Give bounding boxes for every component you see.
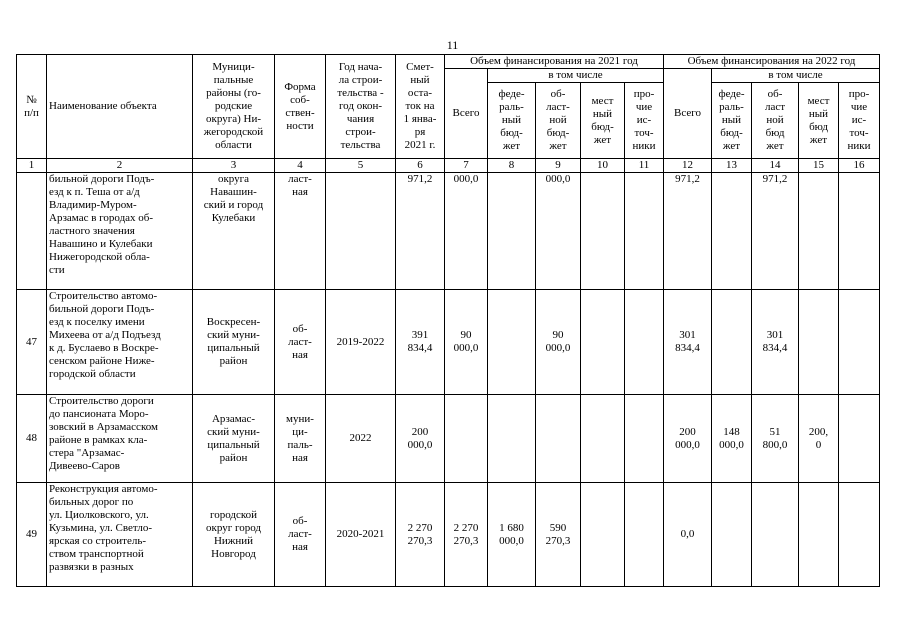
header-balance: Смет- ный оста- ток на 1 янва- ря 2021 г. [396, 55, 445, 159]
header-fin-2021: Объем финансирования на 2021 год [445, 55, 664, 69]
header-other-2022: про- чие ис- точ- ники [839, 83, 880, 159]
row-number-cell: 48 [17, 395, 47, 483]
local-2021-cell [581, 290, 625, 395]
header-including-2022: в том числе [712, 69, 880, 83]
regional-2022-cell: 51 800,0 [752, 395, 799, 483]
col-number: 1 [17, 159, 47, 173]
local-2021-cell [581, 395, 625, 483]
total-2021-cell: 90 000,0 [445, 290, 488, 395]
total-2021-cell: 2 270 270,3 [445, 483, 488, 587]
object-name-cell: Строительство автомо- бильной дороги Подъ- езд к поселку имени Михеева от а/д Подъезд к д. Буслаево в Воскре- сенском районе Ниже- городской области [47, 290, 193, 395]
other-2022-cell [839, 395, 880, 483]
federal-2022-cell: 148 000,0 [712, 395, 752, 483]
header-total-2022: Всего [664, 69, 712, 159]
header-years: Год нача- ла строи- тельства - год окон- чания строи- тельства [326, 55, 396, 159]
local-2022-cell: 200, 0 [799, 395, 839, 483]
header-other-2021: про- чие ис- точ- ники [625, 83, 664, 159]
header-federal-2021: феде- раль- ный бюд- жет [488, 83, 536, 159]
local-2022-cell [799, 483, 839, 587]
other-2022-cell [839, 173, 880, 290]
regional-2022-cell: 301 834,4 [752, 290, 799, 395]
header-federal-2022: феде- раль- ный бюд- жет [712, 83, 752, 159]
col-number: 3 [193, 159, 275, 173]
financing-table [16, 54, 880, 587]
local-2021-cell [581, 483, 625, 587]
estimated-balance-cell: 2 270 270,3 [396, 483, 445, 587]
col-number: 11 [625, 159, 664, 173]
other-2021-cell [625, 173, 664, 290]
table-row [17, 290, 880, 395]
construction-years-cell: 2019-2022 [326, 290, 396, 395]
object-name-cell: Строительство дороги до пансионата Моро- зовский в Арзамасском районе в рамках кла- стера "Арзамас- Дивеево-Саров [47, 395, 193, 483]
object-name-cell: бильной дороги Подъ- езд к п. Теша от а/д Владимир-Муром- Арзамас в городах об- ластного значения Навашино и Кулебаки Нижегородской обла- сти [47, 173, 193, 290]
ownership-form-cell: об- ласт- ная [275, 290, 326, 395]
header-local-2022: мест ный бюд жет [799, 83, 839, 159]
col-number: 15 [799, 159, 839, 173]
col-number: 6 [396, 159, 445, 173]
object-name-cell: Реконструкция автомо- бильных дорог по ул. Циолковского, ул. Кузьмина, ул. Светло- ярская со строитель- ством транспортной развязки в разных [47, 483, 193, 587]
table-row [17, 483, 880, 587]
local-2021-cell [581, 173, 625, 290]
regional-2021-cell [536, 395, 581, 483]
total-2022-cell: 971,2 [664, 173, 712, 290]
header-num: № п/п [17, 55, 47, 159]
table-row [17, 173, 880, 290]
other-2022-cell [839, 483, 880, 587]
header-fin-2022: Объем финансирования на 2022 год [664, 55, 880, 69]
table-row [17, 395, 880, 483]
col-number: 8 [488, 159, 536, 173]
federal-2022-cell [712, 483, 752, 587]
page-number: 11 [446, 38, 459, 52]
local-2022-cell [799, 290, 839, 395]
other-2021-cell [625, 395, 664, 483]
total-2022-cell: 0,0 [664, 483, 712, 587]
other-2021-cell [625, 290, 664, 395]
header-district: Муници- пальные районы (го- родские округа) Ни- жегородской области [193, 55, 275, 159]
federal-2022-cell [712, 173, 752, 290]
regional-2022-cell: 971,2 [752, 173, 799, 290]
header-regional-2021: об- ласт- ной бюд- жет [536, 83, 581, 159]
total-2021-cell [445, 395, 488, 483]
col-number: 2 [47, 159, 193, 173]
total-2021-cell: 000,0 [445, 173, 488, 290]
header-local-2021: мест ный бюд- жет [581, 83, 625, 159]
col-number: 4 [275, 159, 326, 173]
district-cell: Арзамас- ский муни- ципальный район [193, 395, 275, 483]
construction-years-cell: 2020-2021 [326, 483, 396, 587]
estimated-balance-cell: 971,2 [396, 173, 445, 290]
table-body [17, 173, 880, 587]
regional-2021-cell: 590 270,3 [536, 483, 581, 587]
federal-2021-cell [488, 395, 536, 483]
row-number-cell: 47 [17, 290, 47, 395]
col-number: 7 [445, 159, 488, 173]
col-number: 9 [536, 159, 581, 173]
header-ownership: Форма соб- ствен- ности [275, 55, 326, 159]
header-total-2021: Всего [445, 69, 488, 159]
header-including-2021: в том числе [488, 69, 664, 83]
regional-2022-cell [752, 483, 799, 587]
other-2021-cell [625, 483, 664, 587]
row-number-cell: 49 [17, 483, 47, 587]
local-2022-cell [799, 173, 839, 290]
ownership-form-cell: муни- ци- паль- ная [275, 395, 326, 483]
construction-years-cell: 2022 [326, 395, 396, 483]
estimated-balance-cell: 391 834,4 [396, 290, 445, 395]
district-cell: округа Навашин- ский и город Кулебаки [193, 173, 275, 290]
estimated-balance-cell: 200 000,0 [396, 395, 445, 483]
regional-2021-cell: 000,0 [536, 173, 581, 290]
header-regional-2022: об- ласт ной бюд жет [752, 83, 799, 159]
col-number: 10 [581, 159, 625, 173]
federal-2021-cell [488, 290, 536, 395]
district-cell: городской округ город Нижний Новгород [193, 483, 275, 587]
header-name: Наименование объекта [47, 55, 193, 159]
col-number: 12 [664, 159, 712, 173]
regional-2021-cell: 90 000,0 [536, 290, 581, 395]
col-number: 14 [752, 159, 799, 173]
district-cell: Воскресен- ский муни- ципальный район [193, 290, 275, 395]
col-number: 5 [326, 159, 396, 173]
col-number: 13 [712, 159, 752, 173]
row-number-cell [17, 173, 47, 290]
ownership-form-cell: об- ласт- ная [275, 483, 326, 587]
construction-years-cell [326, 173, 396, 290]
federal-2021-cell [488, 173, 536, 290]
other-2022-cell [839, 290, 880, 395]
column-numbers-row [17, 159, 880, 173]
total-2022-cell: 301 834,4 [664, 290, 712, 395]
federal-2021-cell: 1 680 000,0 [488, 483, 536, 587]
federal-2022-cell [712, 290, 752, 395]
total-2022-cell: 200 000,0 [664, 395, 712, 483]
col-number: 16 [839, 159, 880, 173]
ownership-form-cell: ласт- ная [275, 173, 326, 290]
